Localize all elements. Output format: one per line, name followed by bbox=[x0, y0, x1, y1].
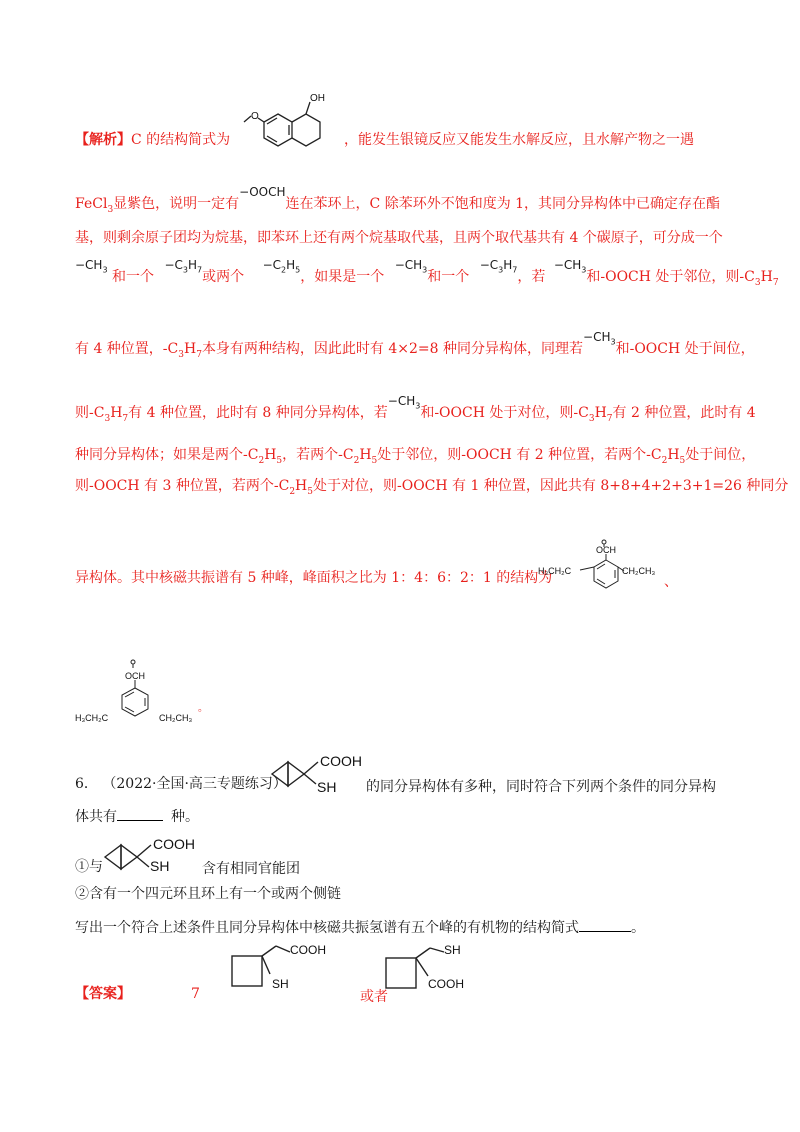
analysis-line-3: 基，则剩余原子团均为烷基，即苯环上还有两个烷基取代基，且两个取代基共有 4 个碳原子，可分成一个 bbox=[75, 230, 723, 246]
svg-text:OCH: OCH bbox=[125, 671, 145, 681]
answer-line bbox=[75, 985, 200, 1003]
ch3-group-5: $-CH_3$ bbox=[387, 394, 421, 411]
structure-methoxy-tetralol bbox=[240, 92, 350, 157]
ch3-group: $-CH_3$ bbox=[75, 258, 108, 275]
methoxy-o-label: O bbox=[251, 111, 259, 122]
svg-text:COOH: COOH bbox=[320, 753, 362, 769]
question-6-line-1 bbox=[75, 775, 287, 793]
ch3-group-4: $-CH_3$ bbox=[583, 330, 616, 347]
svg-text:COOH: COOH bbox=[428, 977, 464, 991]
blank-structure[interactable] bbox=[579, 917, 631, 932]
structure-spiro-1 bbox=[270, 752, 370, 798]
analysis-label: 【解析】 bbox=[75, 132, 131, 148]
question-source: （2022·全国·高三专题练习） bbox=[102, 776, 287, 792]
analysis-line-5: 有 4 种位置，$-C_3H_7$本身有两种结构，因此此时有 4×2=8 种同分异构体，同理若$-CH_3$和-OOCH 处于间位， bbox=[75, 330, 755, 360]
structure-diethyl-formate-1 bbox=[536, 538, 656, 598]
ooch-group: −OOCH bbox=[239, 185, 286, 199]
answer-label: 【答案】 bbox=[75, 986, 131, 1002]
ch3-group-3: $-CH_3$ bbox=[553, 258, 587, 275]
write-instruction: 写出一个符合上述条件且同分异构体中核磁共振氢谱有五个峰的有机物的结构简式 。 bbox=[75, 917, 645, 937]
condition-1b: 含有相同官能团 bbox=[202, 861, 300, 877]
condition-2: ②含有一个四元环且环上有一个或两个侧链 bbox=[75, 886, 341, 902]
analysis-line-1: 【解析】C 的结构简式为 bbox=[75, 132, 231, 148]
analysis-line-6: 则$-C_3H_7$有 4 种位置，此时有 8 种同分异构体，若$-CH_3$和-OOCH 处于对位，则$-C_3H_7$有 2 种位置，此时有 4 bbox=[75, 394, 756, 424]
structure-answer-2 bbox=[378, 940, 508, 1000]
condition-1: ①与 bbox=[75, 859, 103, 875]
question-6-stem: 的同分异构体有多种，同时符合下列两个条件的同分异构 bbox=[366, 779, 716, 795]
analysis-line-9b: 、 bbox=[664, 574, 678, 590]
c2h5-group: $-C_2H_5$ bbox=[262, 258, 301, 275]
blank-answer[interactable] bbox=[117, 806, 163, 821]
svg-text:CH₂CH₃: CH₂CH₃ bbox=[622, 566, 656, 576]
svg-text:OCH: OCH bbox=[596, 545, 616, 555]
svg-text:SH: SH bbox=[444, 943, 461, 957]
analysis-line-2: FeCl$_3$显紫色，说明一定有−OOCH连在苯环上，C 除苯环外不饱和度为 1，其同分异构体中已确定存在酯 bbox=[75, 185, 721, 215]
svg-text:SH: SH bbox=[317, 779, 337, 795]
oh-label: OH bbox=[310, 93, 325, 104]
svg-text:H₃CH₂C: H₃CH₂C bbox=[75, 713, 109, 723]
structure-answer-1 bbox=[224, 940, 354, 1000]
answer-or: 或者 bbox=[360, 989, 388, 1005]
answer-value: 7 bbox=[191, 986, 200, 1002]
c3h7-group-2: $-C_3H_7$ bbox=[479, 258, 518, 275]
c3h7-group: $-C_3H_7$ bbox=[164, 258, 203, 275]
structure-spiro-2 bbox=[103, 835, 203, 881]
svg-text:SH: SH bbox=[150, 858, 170, 874]
question-6-line-2: 体共有 种。 bbox=[75, 806, 199, 826]
question-number: 6． bbox=[75, 776, 98, 792]
analysis-line-10-end: 。 bbox=[198, 703, 208, 714]
svg-text:COOH: COOH bbox=[290, 943, 326, 957]
analysis-line-1b: ，能发生银镜反应又能发生水解反应，且水解产物之一遇 bbox=[344, 132, 694, 148]
ch3-group-2: $-CH_3$ bbox=[394, 258, 428, 275]
analysis-line-4: $-CH_3$ 和一个 $-C_3H_7$或两个 $-C_2H_5$，如果是一个 $-CH_3$和一个 $-C_3H_7$，若 $-CH_3$和-OOCH 处于邻位，则$-C_3H_7$ bbox=[75, 258, 779, 288]
analysis-line-9: 异构体。其中核磁共振谱有 5 种峰，峰面积之比为 1：4：6：2：1 的结构为 bbox=[75, 570, 553, 586]
analysis-line-7: 种同分异构体；如果是两个$-C_2H_5$，若两个$-C_2H_5$处于邻位，则-OOCH 有 2 种位置，若两个$-C_2H_5$处于间位， bbox=[75, 447, 756, 466]
structure-diethyl-formate-2 bbox=[75, 658, 215, 728]
svg-text:SH: SH bbox=[272, 977, 289, 991]
svg-text:COOH: COOH bbox=[153, 836, 195, 852]
analysis-line-8: 则-OOCH 有 3 种位置，若两个$-C_2H_5$处于对位，则-OOCH 有 1 种位置，因此共有 8+8+4+2+3+1=26 种同分 bbox=[75, 478, 789, 497]
svg-text:CH₂CH₃: CH₂CH₃ bbox=[159, 713, 193, 723]
svg-text:H₃CH₂C: H₃CH₂C bbox=[538, 566, 572, 576]
